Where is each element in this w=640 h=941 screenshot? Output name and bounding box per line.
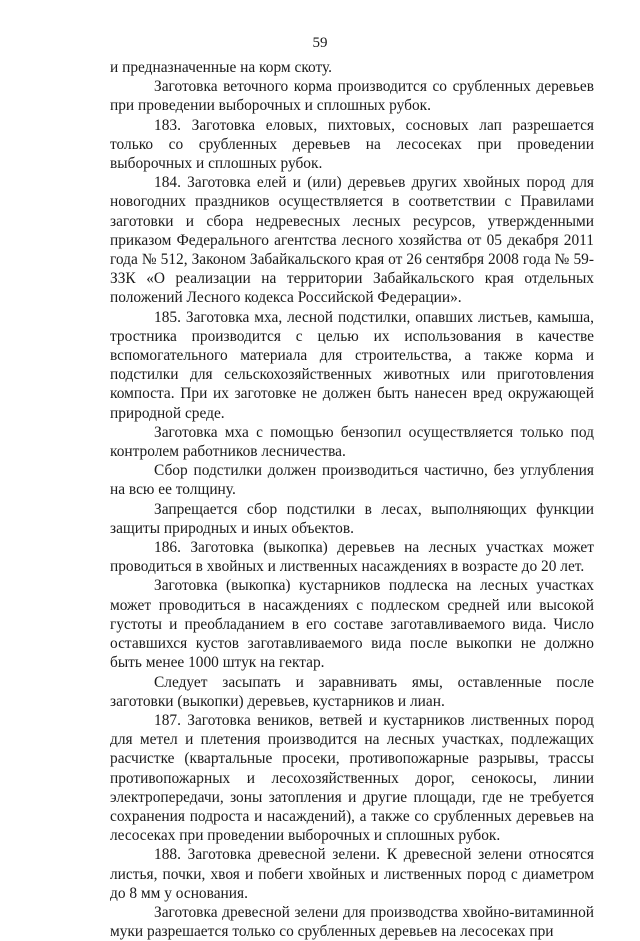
paragraph: Заготовка веточного корма производится со срубленных деревьев при проведении выборочных и сплошных рубок. [110, 78, 594, 115]
paragraph-item-187: 187. Заготовка веников, ветвей и кустарников лиственных пород для метел и плетения производится на лесных участках, подлежащих расчистке (квартальные просеки, противопожарные разрывы, трассы противопожарных и лесохозяйственных дорог, сенокосы, линии электропередачи, зоны затопления и другие площади, где не требуется сохранения подроста и насаждений), а также со срубленных деревьев на лесосеках при проведении выборочных и сплошных рубок. [110, 711, 594, 845]
paragraph-item-186: 186. Заготовка (выкопка) деревьев на лесных участках может проводиться в хвойных и лиственных насаждениях в возрасте до 20 лет. [110, 539, 594, 576]
page-number: 59 [312, 35, 328, 51]
paragraph: Заготовка (выкопка) кустарников подлеска на лесных участках может проводиться в насаждениях с подлеском средней или высокой густоты и преобладанием в его составе заготавливаемого вида. Число оставшихся кустов заготавливаемого вида после выкопки не должно быть менее 1000 штук на гектар. [110, 577, 594, 672]
paragraph: Заготовка древесной зелени для производства хвойно-витаминной муки разрешается только со срубленных деревьев на лесосеках при [110, 903, 594, 941]
paragraph: и предназначенные на корм скоту. [110, 59, 333, 76]
paragraph-item-188: 188. Заготовка древесной зелени. К древесной зелени относятся листья, почки, хвоя и побеги хвойных и лиственных пород с диаметром до 8 мм у основания. [110, 846, 594, 902]
paragraph: Запрещается сбор подстилки в лесах, выполняющих функции защиты природных и иных объектов. [110, 500, 594, 537]
paragraph: Сбор подстилки должен производиться частично, без углубления на всю ее толщину. [110, 462, 594, 499]
paragraph: Следует засыпать и заравнивать ямы, оставленные после заготовки (выкопки) деревьев, кустарников и лиан. [110, 673, 594, 710]
paragraph-item-184: 184. Заготовка елей и (или) деревьев других хвойных пород для новогодних праздников осуществляется в соответствии с Правилами заготовки и сбора недревесных лесных ресурсов, утвержденными приказом Федерального агентства лесного хозяйства от 05 декабря 2011 года № 512, Законом Забайкальского края от 26 сентября 2008 года № 59-ЗЗК «О реализации на территории Забайкальского края отдельных положений Лесного кодекса Российской Федерации». [110, 174, 594, 307]
paragraph-item-183: 183. Заготовка еловых, пихтовых, сосновых лап разрешается только со срубленных деревьев на лесосеках при проведении выборочных и сплошных рубок. [110, 116, 594, 173]
document-body [110, 58, 594, 941]
paragraph-item-185: 185. Заготовка мха, лесной подстилки, опавших листьев, камыша, тростника производится с целью их использования в качестве вспомогательного материала для строительства, а также корма и подстилки для сельскохозяйственных животных или приготовления компоста. При их заготовке не должен быть нанесен вред окружающей природной среде. [110, 308, 594, 422]
paragraph: Заготовка мха с помощью бензопил осуществляется только под контролем работников лесничества. [110, 423, 594, 461]
